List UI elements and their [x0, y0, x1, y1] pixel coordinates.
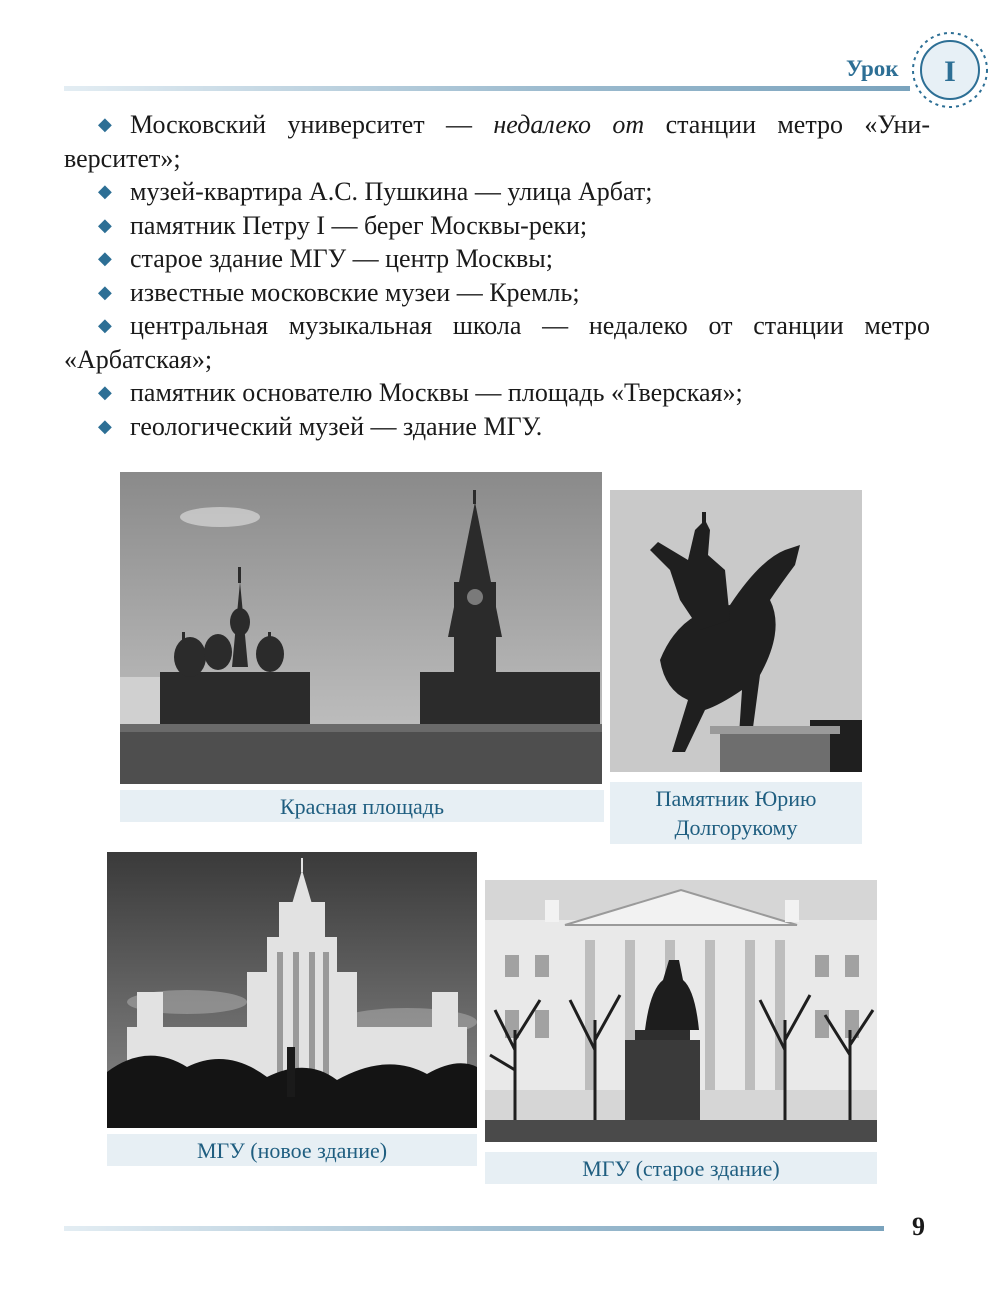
list-item: ◆ Московский университет — недалеко от станции метро «Уни-верситет»;	[64, 110, 930, 173]
caption-msu-old-building: МГУ (старое здание)	[485, 1152, 877, 1184]
lesson-badge-icon	[910, 30, 990, 110]
bullet-icon: ◆	[98, 382, 112, 402]
lesson-label: Урок	[846, 56, 899, 81]
list-item: ◆ музей-квартира А.С. Пушкина — улица Арбат;	[64, 175, 930, 209]
bullet-icon: ◆	[98, 114, 112, 134]
location-list	[64, 108, 930, 443]
list-item: ◆ памятник основателю Москвы — площадь «Тверская»;	[64, 376, 930, 410]
list-item: ◆ старое здание МГУ — центр Москвы;	[64, 242, 930, 276]
header-rule	[64, 86, 910, 91]
bullet-icon: ◆	[98, 181, 112, 201]
caption-red-square: Красная площадь	[120, 790, 604, 822]
emphasis-text: недалеко от	[493, 110, 645, 139]
list-item: ◆ геологический музей — здание МГУ.	[64, 410, 930, 444]
photo-msu-new-building	[107, 852, 477, 1128]
bullet-icon: ◆	[98, 415, 112, 436]
photo-msu-old-building	[485, 880, 877, 1142]
list-item: ◆ центральная музыкальная школа — недалеко от станции метро «Арбатская»;	[64, 311, 930, 374]
list-item: ◆ памятник Петру I — берег Москвы-реки;	[64, 209, 930, 243]
bullet-icon: ◆	[98, 214, 112, 235]
bullet-icon: ◆	[98, 248, 112, 268]
photo-dolgoruky-monument	[610, 490, 862, 772]
caption-dolgoruky-line1: Памятник Юрию	[655, 786, 817, 811]
caption-msu-new-building: МГУ (новое здание)	[107, 1134, 477, 1166]
bullet-icon: ◆	[98, 315, 112, 335]
caption-dolgoruky-line2: Долгорукому	[674, 815, 798, 840]
photo-red-square	[120, 472, 602, 784]
list-item: ◆ известные московские музеи — Кремль;	[64, 276, 930, 310]
page-number: 9	[912, 1212, 925, 1241]
bullet-icon: ◆	[98, 281, 112, 302]
lesson-numeral: I	[944, 55, 956, 88]
caption-dolgoruky-monument	[610, 782, 862, 844]
footer-rule	[64, 1226, 884, 1231]
